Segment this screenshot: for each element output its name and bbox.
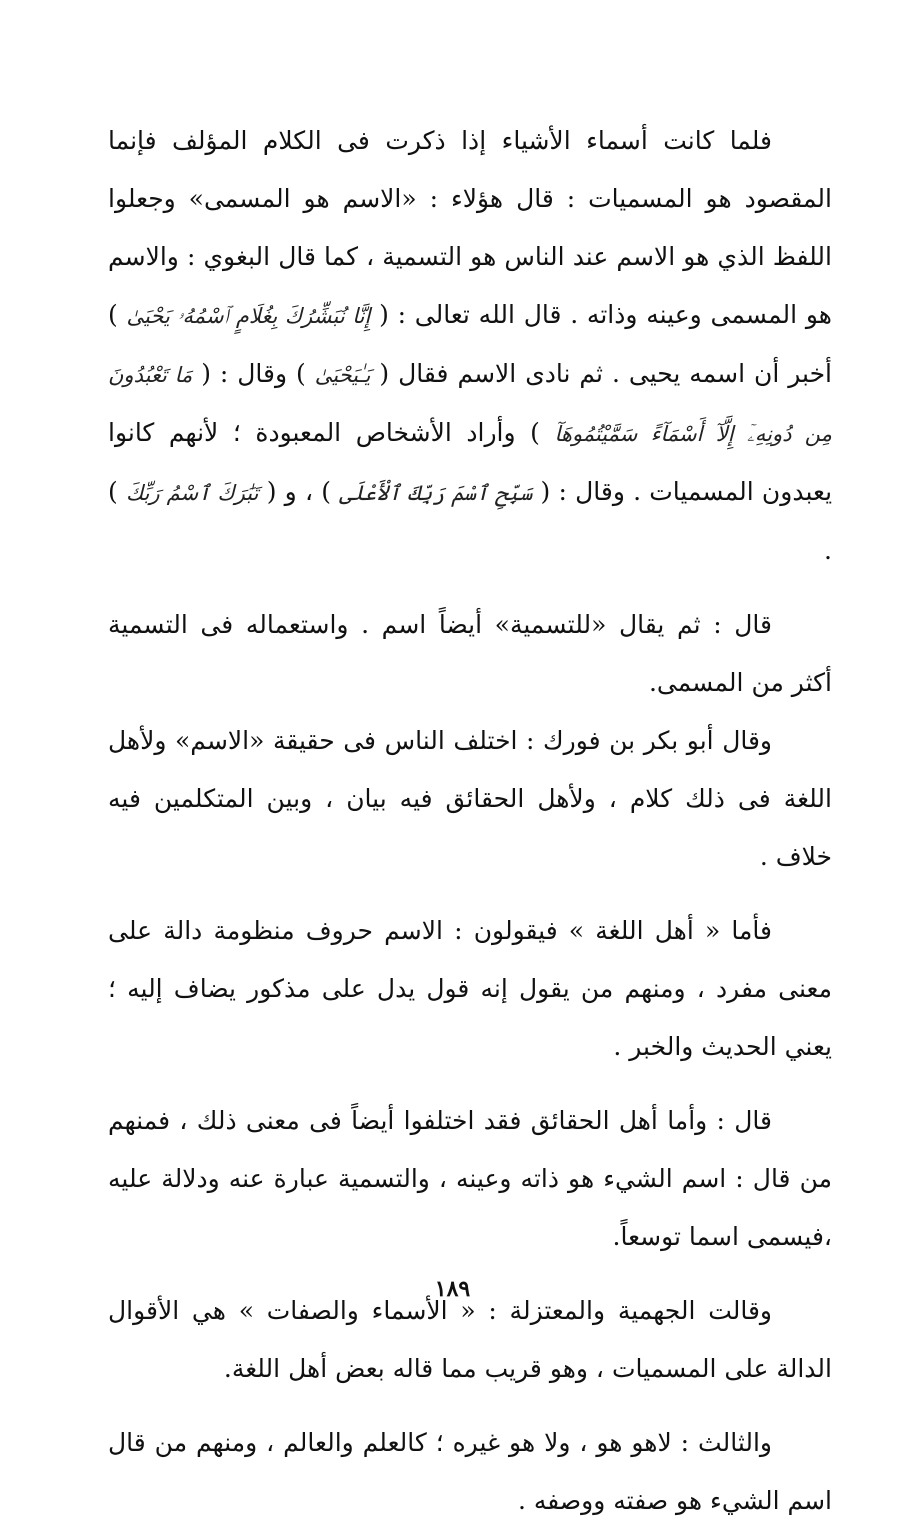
paragraph-7: والثالث : لاهو هو ، ولا هو غيره ؛ كالعلم والعالم ، ومنهم من قال اسم الشيء هو صفته ووصفه . (108, 1428, 832, 1515)
quran-verse: يَـٰيَحْيَىٰ (314, 363, 371, 387)
quran-verse: سَبِّحِ ٱسْمَ رَبِّكَ ٱلْأَعْلَى (339, 481, 533, 505)
body-text (108, 112, 832, 1530)
paragraph-3: وقال أبو بكر بن فورك : اختلف الناس فى حقيقة «الاسم» ولأهل اللغة فى ذلك كلام ، ولأهل الحقائق فيه بيان ، وبين المتكلمين فيه خلاف . (108, 726, 832, 871)
text-segment: فلما كانت أسماء الأشياء إذا ذكرت فى الكلام المؤلف فإنما المقصود هو المسميات : قال هؤلاء : «الاسم هو المسمى» وجعلوا اللفظ الذي هو الاسم عند الناس هو التسمية ، كما قال البغوي : والاسم هو المسمى وعينه وذاته . قال الله تعالى : ( (108, 126, 832, 329)
paragraph-4: فأما « أهل اللغة » فيقولون : الاسم حروف منظومة دالة على معنى مفرد ، ومنهم من يقول إنه قول يدل على مذكور يضاف إليه ؛ يعني الحديث والخبر . (108, 916, 832, 1061)
quran-verse: إِنَّا نُبَشِّرُكَ بِغُلَامٍ ٱسْمُهُۥ يَحْيَىٰ (126, 304, 371, 328)
paragraph-2: قال : ثم يقال «للتسمية» أيضاً اسم . واستعماله فى التسمية أكثر من المسمى. (108, 610, 832, 697)
paragraph-6: وقالت الجهمية والمعتزلة : « الأسماء والصفات » هي الأقوال الدالة على المسميات ، وهو قريب مما قاله بعض أهل اللغة. (108, 1296, 832, 1383)
quran-verse: تَبَٰرَكَ ٱسْمُ رَبِّكَ (125, 481, 259, 505)
text-segment: ) أخبر أن اسمه يحيى . ثم نادى الاسم فقال ( (108, 300, 832, 388)
page-number: ١٨٩ (434, 1276, 471, 1302)
quran-verse: مَا تَعْبُدُونَ مِن دُونِهِۦٓ إِلَّآ أَسْمَآءً سَمَّيْتُمُوهَآ (108, 363, 832, 446)
text-segment: ) وقال : ( (201, 359, 306, 388)
text-segment: ) ، و ( (266, 477, 331, 506)
text-segment: ) . (108, 477, 832, 565)
paragraph-5: قال : وأما أهل الحقائق فقد اختلفوا أيضاً فى معنى ذلك ، فمنهم من قال : اسم الشيء هو ذاته وعينه ، والتسمية عبارة عنه ودلالة عليه ،فيسمى اسما توسعاً. (108, 1106, 832, 1251)
paragraph-1 (108, 112, 832, 580)
text-segment: ) وأراد الأشخاص المعبودة ؛ لأنهم كانوا يعبدون المسميات . وقال : ( (108, 418, 833, 506)
